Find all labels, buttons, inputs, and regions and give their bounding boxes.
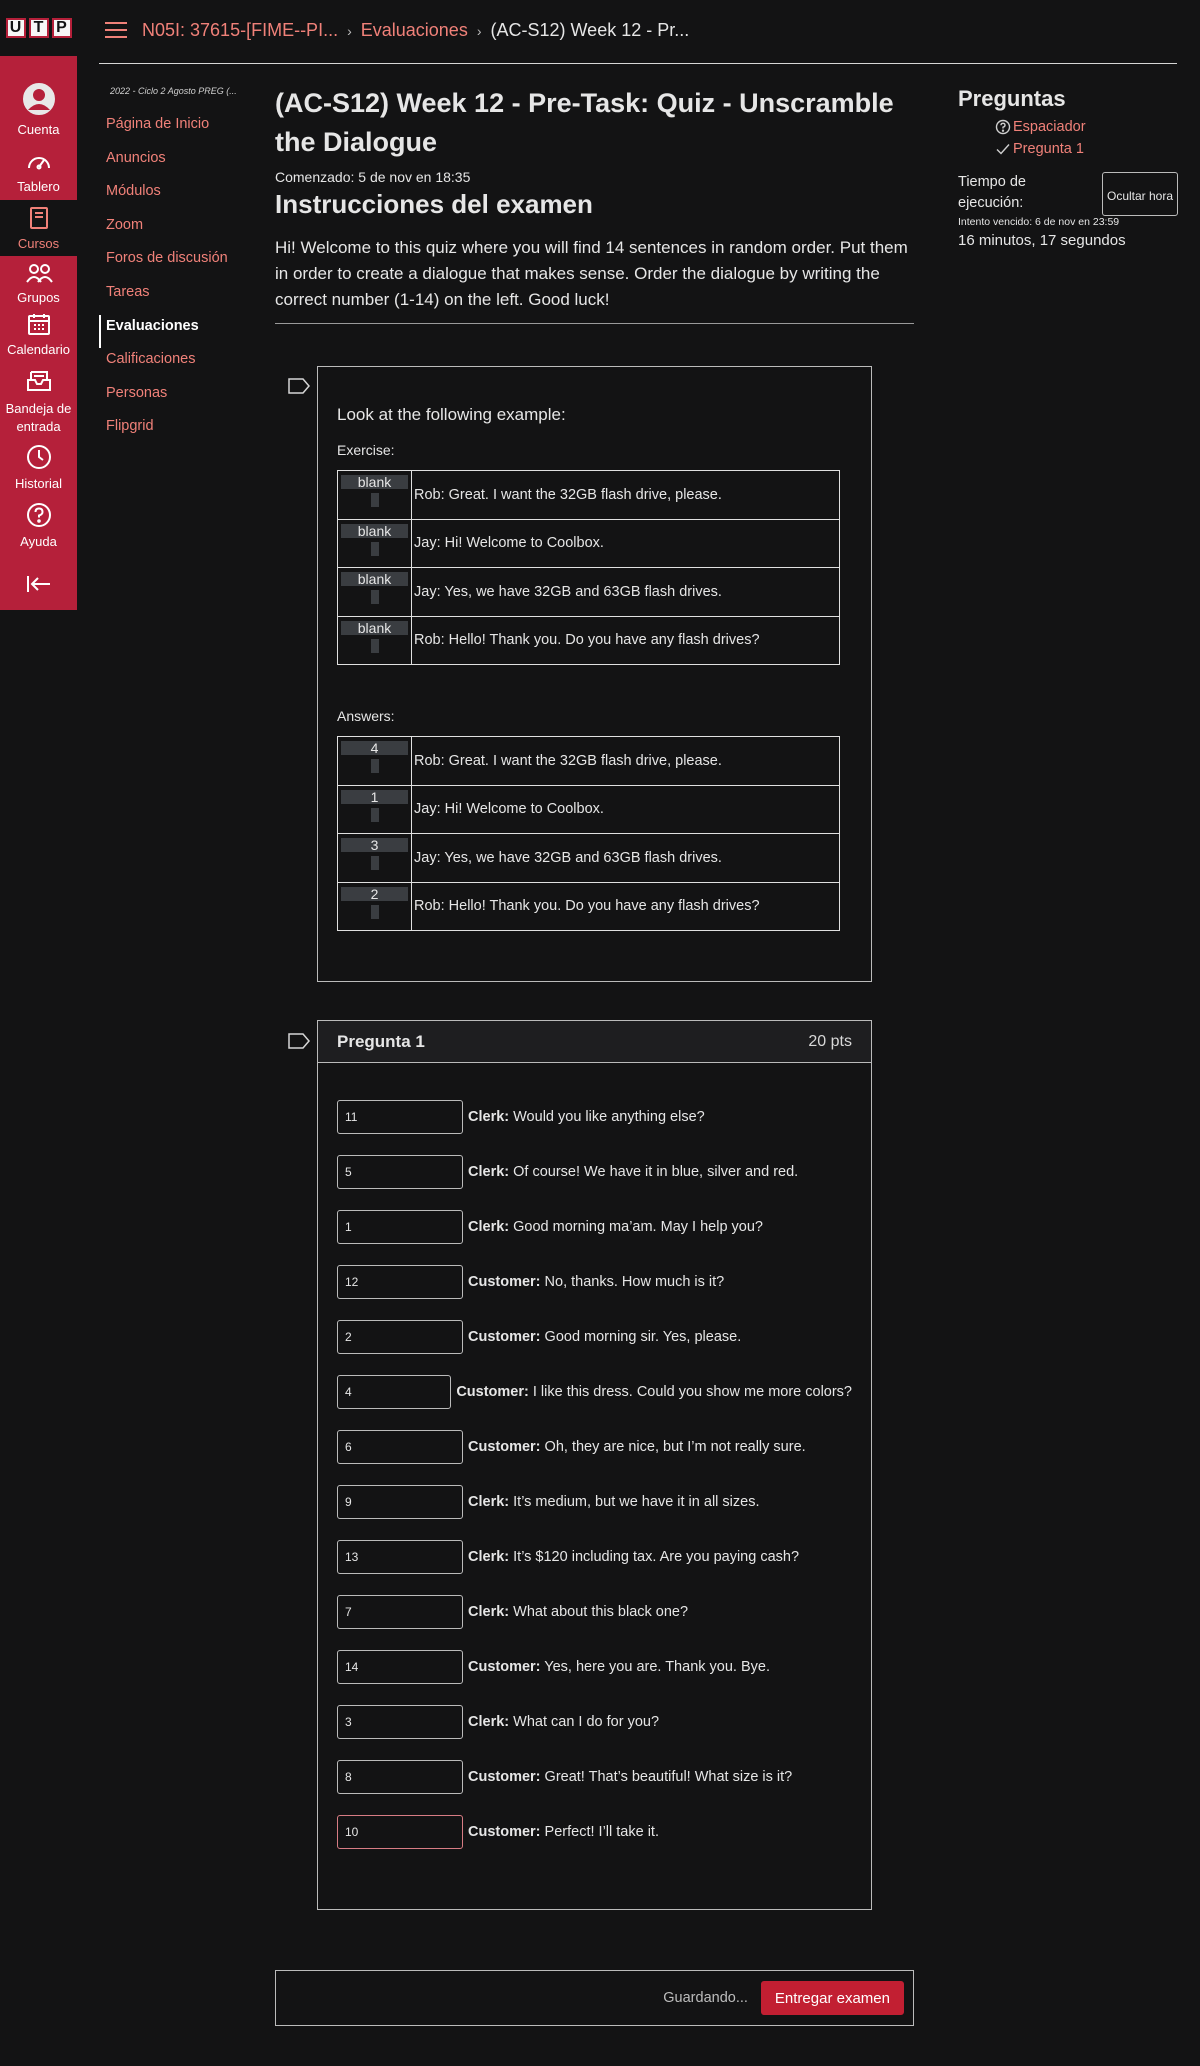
saving-status: Guardando... bbox=[663, 1990, 748, 2006]
question-circle-icon bbox=[995, 119, 1011, 135]
dialogue-line bbox=[468, 1659, 770, 1675]
exercise-table bbox=[337, 470, 840, 665]
breadcrumb-course-link[interactable]: N05I: 37615-[FIME--PI... bbox=[142, 20, 339, 40]
line-text: Yes, here you are. Thank you. Bye. bbox=[540, 1659, 770, 1675]
instructions-heading: Instrucciones del examen bbox=[275, 189, 593, 219]
dialogue-line bbox=[468, 1494, 759, 1510]
example-select bbox=[338, 616, 412, 665]
order-input[interactable]: 12 bbox=[337, 1265, 463, 1299]
sidebar-link-question-1[interactable] bbox=[995, 140, 1178, 158]
course-nav-modules[interactable]: Módulos bbox=[106, 183, 161, 200]
example-select bbox=[338, 882, 412, 931]
dialogue-line bbox=[468, 1549, 799, 1565]
question-header bbox=[318, 1021, 871, 1063]
logo-letter-t: T bbox=[29, 18, 49, 38]
speaker: Clerk: bbox=[468, 1604, 510, 1620]
speaker: Clerk: bbox=[468, 1109, 510, 1125]
select-value: 3 bbox=[341, 838, 408, 852]
breadcrumb bbox=[142, 20, 689, 41]
list-item bbox=[337, 1540, 852, 1574]
submit-quiz-button[interactable]: Entregar examen bbox=[761, 1981, 904, 2015]
speaker: Customer: bbox=[468, 1659, 541, 1675]
list-item bbox=[337, 1595, 852, 1629]
dialogue-line bbox=[456, 1384, 852, 1400]
select-value: blank bbox=[341, 572, 408, 586]
example-text: Rob: Hello! Thank you. Do you have any flash drives? bbox=[412, 616, 840, 665]
history-icon bbox=[0, 444, 77, 473]
line-text: Perfect! I’ll take it. bbox=[540, 1824, 659, 1840]
global-nav-label: Grupos bbox=[17, 290, 60, 305]
time-block bbox=[958, 172, 1178, 252]
questions-heading: Preguntas bbox=[958, 86, 1066, 111]
global-nav-groups[interactable] bbox=[0, 262, 77, 305]
order-input[interactable]: 1 bbox=[337, 1210, 463, 1244]
answers-table bbox=[337, 736, 840, 931]
line-text: Would you like anything else? bbox=[509, 1109, 705, 1125]
global-navigation bbox=[0, 0, 77, 610]
example-text: Jay: Hi! Welcome to Coolbox. bbox=[412, 785, 840, 834]
select-value: blank bbox=[341, 524, 408, 538]
hide-time-button[interactable]: Ocultar hora bbox=[1102, 172, 1178, 216]
example-text: Jay: Hi! Welcome to Coolbox. bbox=[412, 519, 840, 568]
order-input[interactable]: 7 bbox=[337, 1595, 463, 1629]
courses-icon bbox=[0, 206, 77, 233]
global-nav-label: Cursos bbox=[17, 236, 60, 251]
spacer-intro: Look at the following example: bbox=[337, 405, 566, 424]
submit-bar bbox=[275, 1970, 914, 2026]
global-nav-inbox[interactable] bbox=[0, 370, 77, 436]
dialogue-line bbox=[468, 1439, 806, 1455]
list-item bbox=[337, 1430, 852, 1464]
speaker: Clerk: bbox=[468, 1549, 510, 1565]
term-label: 2022 - Ciclo 2 Agosto PREG (... bbox=[110, 86, 237, 96]
global-nav-label: Calendario bbox=[7, 342, 70, 357]
instructions-body: Hi! Welcome to this quiz where you will find 14 sentences in random order. Put them in order to create a dialogue that makes sense. Order the dialogue by writing the correct number (1-14) on the left. Good luck! bbox=[275, 238, 908, 309]
order-input[interactable]: 8 bbox=[337, 1760, 463, 1794]
quiz-sidebar bbox=[958, 86, 1178, 252]
course-nav-discussions[interactable]: Foros de discusión bbox=[106, 250, 228, 267]
order-input[interactable]: 2 bbox=[337, 1320, 463, 1354]
speaker: Clerk: bbox=[468, 1714, 510, 1730]
logo-letter-p: P bbox=[52, 18, 72, 38]
dialogue-line bbox=[468, 1219, 763, 1235]
collapse-nav-button[interactable] bbox=[0, 574, 77, 600]
example-text: Jay: Yes, we have 32GB and 63GB flash drives. bbox=[412, 568, 840, 617]
groups-icon bbox=[0, 262, 77, 287]
speaker: Customer: bbox=[468, 1769, 541, 1785]
global-nav-label: Tablero bbox=[17, 179, 60, 194]
list-item bbox=[337, 1815, 852, 1849]
example-text: Jay: Yes, we have 32GB and 63GB flash drives. bbox=[412, 834, 840, 883]
order-input[interactable]: 14 bbox=[337, 1650, 463, 1684]
line-text: I like this dress. Could you show me more colors? bbox=[528, 1384, 852, 1400]
breadcrumb-chevron-icon: › bbox=[476, 22, 482, 39]
collapse-arrow-icon bbox=[0, 574, 77, 597]
course-nav-flipgrid[interactable]: Flipgrid bbox=[106, 418, 154, 435]
global-nav-help[interactable] bbox=[0, 502, 77, 549]
calendar-icon bbox=[0, 312, 77, 339]
top-bar bbox=[99, 0, 1177, 64]
list-item bbox=[337, 1320, 852, 1354]
line-text: No, thanks. How much is it? bbox=[540, 1274, 725, 1290]
sidebar-link-spacer[interactable] bbox=[995, 118, 1178, 136]
order-input[interactable]: 11 bbox=[337, 1100, 463, 1134]
speaker: Customer: bbox=[456, 1384, 529, 1400]
line-text: Good morning sir. Yes, please. bbox=[540, 1329, 742, 1345]
course-nav-assignments[interactable]: Tareas bbox=[106, 283, 150, 300]
table-row bbox=[338, 882, 840, 931]
dialogue-line bbox=[468, 1329, 741, 1345]
elapsed-time: 16 minutos, 17 segundos bbox=[958, 232, 1126, 249]
time-label: Tiempo de ejecución: bbox=[958, 174, 1026, 211]
line-text: Oh, they are nice, but I’m not really sure. bbox=[540, 1439, 806, 1455]
speaker: Clerk: bbox=[468, 1494, 510, 1510]
line-text: What can I do for you? bbox=[509, 1714, 660, 1730]
example-text: Rob: Hello! Thank you. Do you have any flash drives? bbox=[412, 882, 840, 931]
example-select bbox=[338, 519, 412, 568]
dialogue-line bbox=[468, 1769, 792, 1785]
list-item bbox=[337, 1265, 852, 1299]
list-item bbox=[337, 1210, 852, 1244]
example-text: Rob: Great. I want the 32GB flash drive, please. bbox=[412, 471, 840, 520]
course-nav-people[interactable]: Personas bbox=[106, 384, 168, 401]
order-input[interactable]: 9 bbox=[337, 1485, 463, 1519]
speaker: Customer: bbox=[468, 1274, 541, 1290]
list-item bbox=[337, 1650, 852, 1684]
global-nav-account[interactable] bbox=[0, 82, 77, 137]
course-nav-announcements[interactable]: Anuncios bbox=[106, 149, 166, 166]
list-item bbox=[337, 1485, 852, 1519]
order-input[interactable]: 6 bbox=[337, 1430, 463, 1464]
answers-label: Answers: bbox=[337, 708, 395, 724]
quiz-title: (AC-S12) Week 12 - Pre-Task: Quiz - Unscramble the Dialogue bbox=[275, 88, 894, 157]
table-row bbox=[338, 568, 840, 617]
example-text: Rob: Great. I want the 32GB flash drive, please. bbox=[412, 737, 840, 786]
order-input[interactable]: 13 bbox=[337, 1540, 463, 1574]
dialogue-line bbox=[468, 1109, 705, 1125]
global-nav-calendar[interactable] bbox=[0, 312, 77, 357]
global-nav-courses[interactable] bbox=[0, 200, 77, 256]
select-value: 2 bbox=[341, 887, 408, 901]
breadcrumb-evaluaciones-link[interactable]: Evaluaciones bbox=[360, 20, 468, 40]
course-navigation bbox=[99, 86, 249, 449]
order-input-focused[interactable]: 10 bbox=[337, 1815, 463, 1849]
course-nav-zoom[interactable]: Zoom bbox=[106, 216, 144, 233]
line-text: What about this black one? bbox=[509, 1604, 689, 1620]
order-input[interactable]: 4 bbox=[337, 1375, 451, 1409]
spacer-question bbox=[317, 366, 872, 982]
bookmark-icon[interactable] bbox=[288, 378, 310, 394]
table-row bbox=[338, 737, 840, 786]
sidebar-link-label: Espaciador bbox=[1013, 119, 1086, 135]
order-input[interactable]: 3 bbox=[337, 1705, 463, 1739]
account-icon bbox=[0, 82, 77, 119]
sidebar-link-label: Pregunta 1 bbox=[1013, 141, 1084, 157]
example-select bbox=[338, 737, 412, 786]
utp-logo[interactable] bbox=[0, 0, 77, 56]
line-text: It’s $120 including tax. Are you paying cash? bbox=[509, 1549, 800, 1565]
line-text: Good morning ma’am. May I help you? bbox=[509, 1219, 763, 1235]
question-rows bbox=[318, 1063, 871, 1849]
inbox-icon bbox=[0, 370, 77, 397]
speaker: Clerk: bbox=[468, 1164, 510, 1180]
speaker: Clerk: bbox=[468, 1219, 510, 1235]
course-nav-home[interactable]: Página de Inicio bbox=[106, 116, 210, 132]
list-item bbox=[337, 1100, 852, 1134]
divider bbox=[275, 323, 914, 324]
example-select bbox=[338, 834, 412, 883]
select-value: 1 bbox=[341, 790, 408, 804]
course-nav-grades[interactable]: Calificaciones bbox=[106, 351, 196, 368]
table-row bbox=[338, 616, 840, 665]
global-nav-label: Ayuda bbox=[20, 534, 57, 549]
table-row bbox=[338, 834, 840, 883]
dashboard-icon bbox=[0, 151, 77, 176]
dialogue-line bbox=[468, 1604, 688, 1620]
dialogue-line bbox=[468, 1714, 659, 1730]
list-item bbox=[337, 1375, 852, 1409]
select-value: 4 bbox=[341, 741, 408, 755]
line-text: It’s medium, but we have it in all sizes. bbox=[509, 1494, 760, 1510]
table-row bbox=[338, 471, 840, 520]
list-item bbox=[337, 1155, 852, 1189]
quiz-started-time: Comenzado: 5 de nov en 18:35 bbox=[275, 169, 471, 185]
table-row bbox=[338, 785, 840, 834]
breadcrumb-current: (AC-S12) Week 12 - Pr... bbox=[490, 20, 690, 40]
global-nav-label: Historial bbox=[15, 476, 62, 491]
order-input[interactable]: 5 bbox=[337, 1155, 463, 1189]
question-title: Pregunta 1 bbox=[337, 1031, 425, 1051]
question-points: 20 pts bbox=[808, 1032, 852, 1050]
list-item bbox=[337, 1760, 852, 1794]
deadline-text: Intento vencido: 6 de nov en 23:59 bbox=[958, 216, 1120, 228]
speaker: Customer: bbox=[468, 1824, 541, 1840]
global-nav-dashboard[interactable] bbox=[0, 151, 77, 194]
question-1 bbox=[317, 1020, 872, 1910]
list-item bbox=[337, 1705, 852, 1739]
example-select bbox=[338, 785, 412, 834]
example-select bbox=[338, 568, 412, 617]
dialogue-line bbox=[468, 1164, 798, 1180]
select-value: blank bbox=[341, 475, 408, 489]
example-select bbox=[338, 471, 412, 520]
quiz-main bbox=[275, 84, 915, 324]
line-text: Great! That’s beautiful! What size is it? bbox=[540, 1769, 793, 1785]
logo-letter-u: U bbox=[6, 18, 26, 38]
global-nav-label: Cuenta bbox=[17, 122, 60, 137]
global-nav-label: Bandeja de entrada bbox=[5, 401, 72, 434]
dialogue-line bbox=[468, 1274, 724, 1290]
exercise-label: Exercise: bbox=[337, 442, 395, 458]
check-icon bbox=[995, 141, 1011, 157]
table-row bbox=[338, 519, 840, 568]
dialogue-line bbox=[468, 1824, 659, 1840]
bookmark-icon[interactable] bbox=[288, 1033, 310, 1049]
global-nav-history[interactable] bbox=[0, 444, 77, 491]
breadcrumb-chevron-icon: › bbox=[347, 22, 352, 39]
help-icon bbox=[0, 502, 77, 531]
speaker: Customer: bbox=[468, 1329, 541, 1345]
select-value: blank bbox=[341, 621, 408, 635]
hamburger-menu-icon[interactable] bbox=[105, 22, 127, 40]
line-text: Of course! We have it in blue, silver and red. bbox=[509, 1164, 799, 1180]
course-nav-quizzes[interactable]: Evaluaciones bbox=[99, 315, 249, 349]
speaker: Customer: bbox=[468, 1439, 541, 1455]
